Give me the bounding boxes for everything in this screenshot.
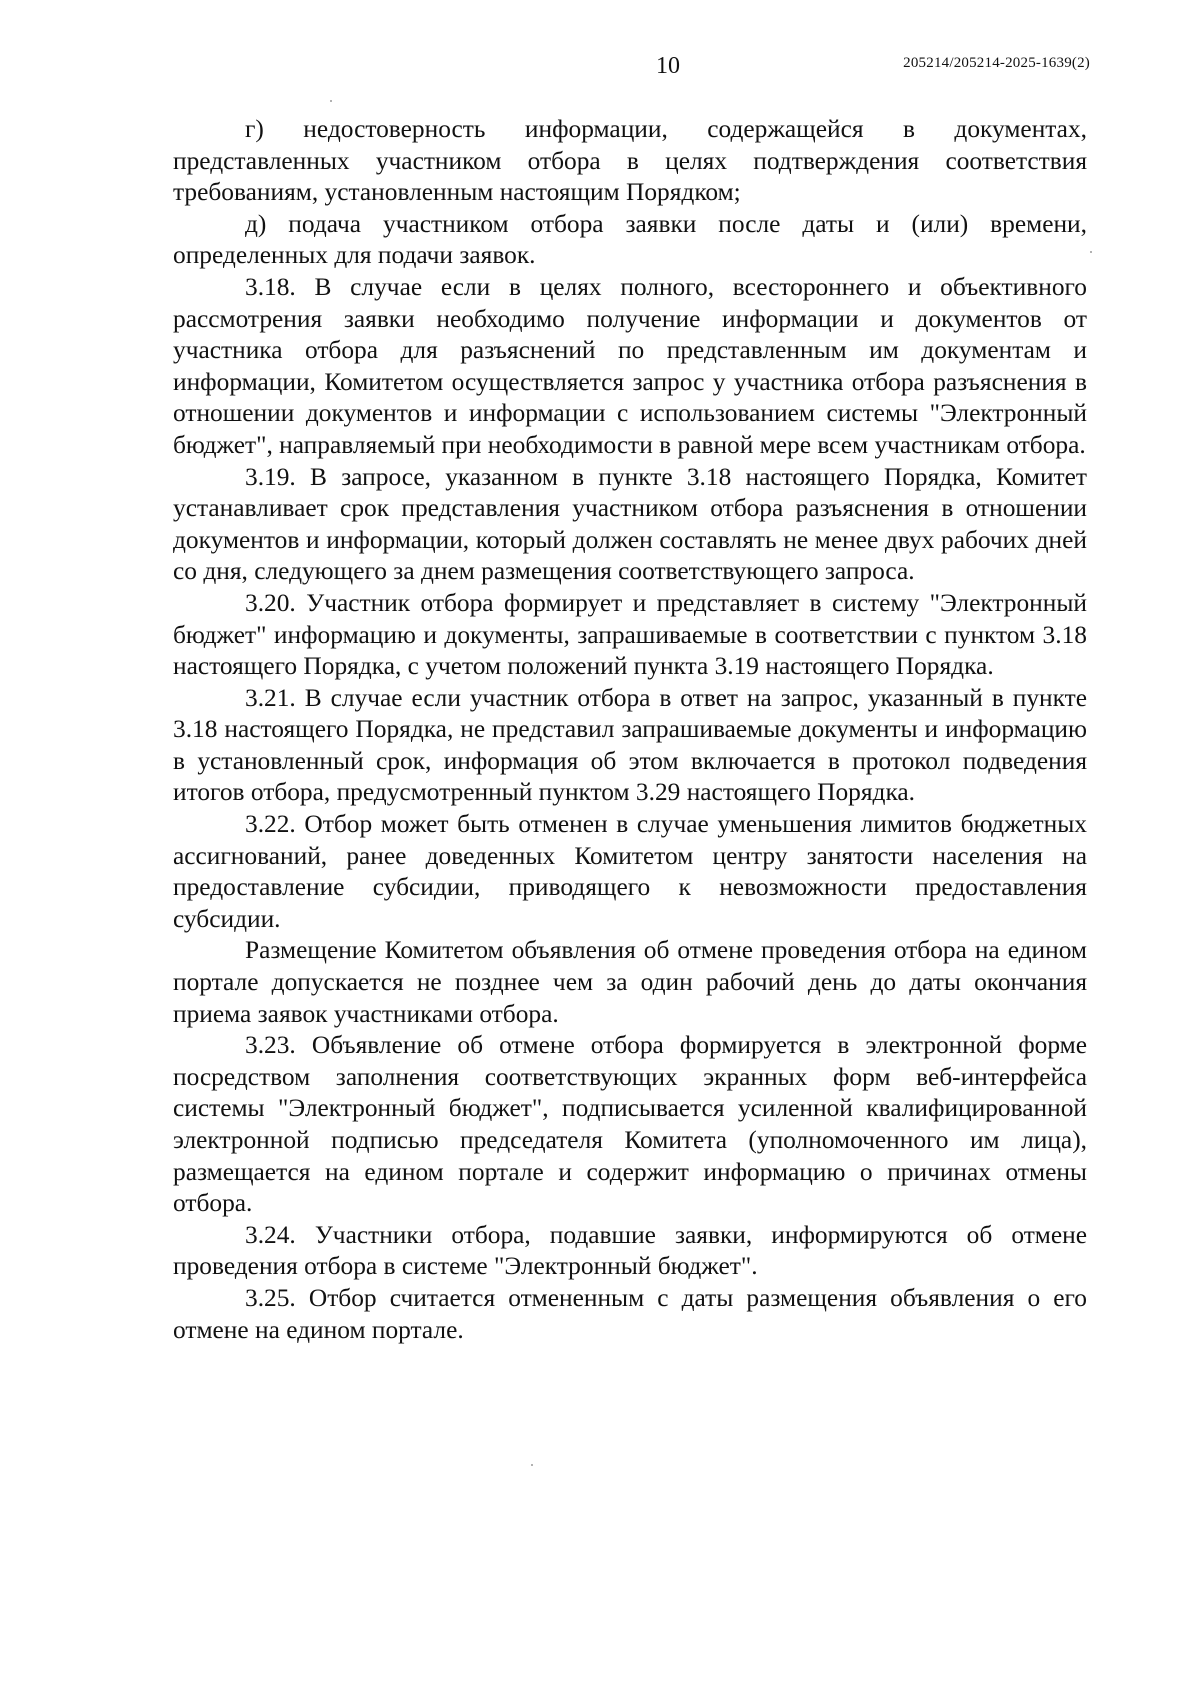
scan-speck (1090, 251, 1092, 253)
document-id: 205214/205214-2025-1639(2) (903, 55, 1090, 71)
page-number: 10 (656, 53, 680, 79)
paragraph-3-19: 3.19. В запросе, указанном в пункте 3.18 настоящего Порядка, Комитет устанавливает срок представления участником отбора разъяснения в отношении документов и информации, который должен составлять не менее двух рабочих дней со дня, следующего за днем размещения соответствующего запроса. (173, 462, 1087, 586)
paragraph-3-22-cancellation-notice: Размещение Комитетом объявления об отмене проведения отбора на едином портале допускается не позднее чем за один рабочий день до даты окончания приема заявок участниками отбора. (173, 936, 1087, 1028)
scan-speck (531, 1464, 533, 1466)
paragraph-3-20: 3.20. Участник отбора формирует и представляет в систему "Электронный бюджет" информацию и документы, запрашиваемые в соответствии с пунктом 3.18 настоящего Порядка, с учетом положений пункта 3.19 настоящего Порядка. (173, 588, 1087, 681)
document-body (173, 114, 1087, 1346)
scan-speck (330, 100, 332, 102)
paragraph-3-25: 3.25. Отбор считается отмененным с даты размещения объявления о его отмене на едином портале. (173, 1283, 1087, 1344)
paragraph-3-21: 3.21. В случае если участник отбора в ответ на запрос, указанный в пункте 3.18 настоящего Порядка, не представил запрашиваемые документы и информацию в установленный срок, информация об этом включается в протокол подведения итогов отбора, предусмотренный пунктом 3.29 настоящего Порядка. (173, 683, 1087, 807)
paragraph-3-24: 3.24. Участники отбора, подавшие заявки, информируются об отмене проведения отбора в системе "Электронный бюджет". (173, 1220, 1087, 1281)
paragraph-item-g: г) недостоверность информации, содержащейся в документах, представленных участником отбора в целях подтверждения соответствия требованиям, установленным настоящим Порядком; (173, 115, 1087, 207)
paragraph-3-18: 3.18. В случае если в целях полного, всестороннего и объективного рассмотрения заявки необходимо получение информации и документов от участника отбора для разъяснений по представленным им документам и информации, Комитетом осуществляется запрос у участника отбора разъяснения в отношении документов и информации с использованием системы "Электронный бюджет", направляемый при необходимости в равной мере всем участникам отбора. (173, 272, 1087, 459)
paragraph-3-23: 3.23. Объявление об отмене отбора формируется в электронной форме посредством заполнения соответствующих экранных форм веб-интерфейса системы "Электронный бюджет", подписывается усиленной квалифицированной электронной подписью председателя Комитета (уполномоченного им лица), размещается на едином портале и содержит информацию о причинах отмены отбора. (173, 1031, 1087, 1218)
paragraph-item-d: д) подача участником отбора заявки после даты и (или) времени, определенных для подачи заявок. (173, 209, 1087, 270)
paragraph-3-22: 3.22. Отбор может быть отменен в случае уменьшения лимитов бюджетных ассигнований, ранее доведенных Комитетом центру занятости населения на предоставление субсидии, приводящего к невозможности предоставления субсидии. (173, 810, 1087, 933)
